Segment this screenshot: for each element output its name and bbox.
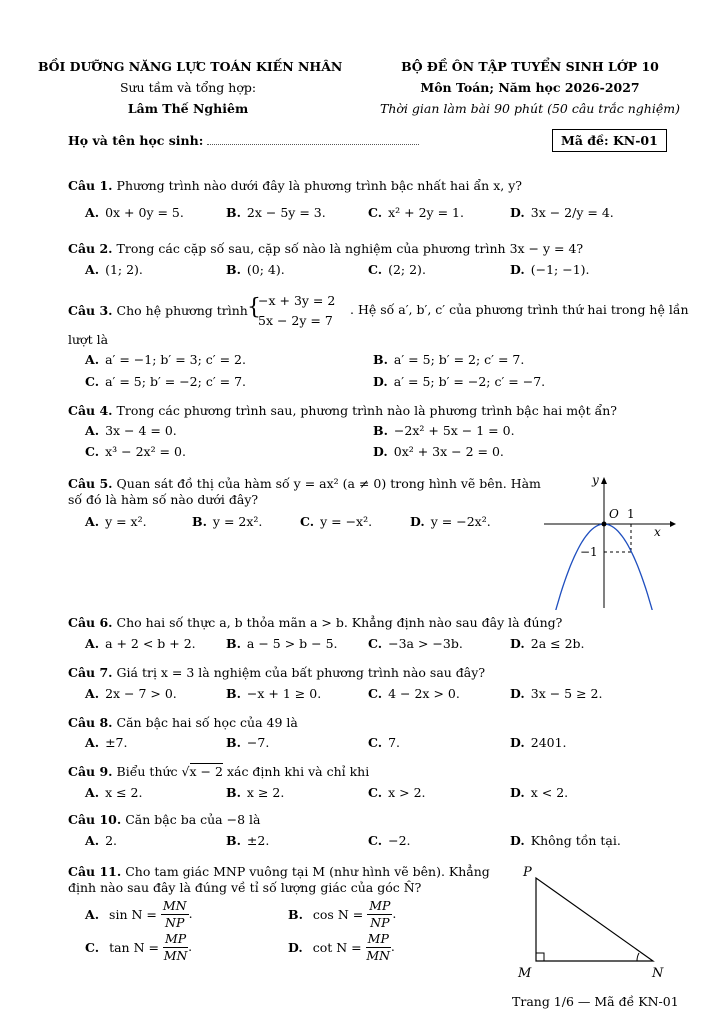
answer-option[interactable]: C. x > 2.: [368, 785, 426, 800]
answer-option[interactable]: B. x ≥ 2.: [226, 785, 285, 800]
question-text: Cho hai số thực a, b thỏa mãn a > b. Khẳng định nào sau đây là đúng?: [116, 615, 563, 630]
question-1: [68, 177, 522, 195]
system-brace: {: [247, 295, 261, 320]
vertex-m-label: M: [518, 966, 532, 981]
x-axis-arrow: [670, 521, 676, 527]
answer-option[interactable]: C. tan N = $\frac{MP}{MN}$ .: [85, 931, 193, 963]
answer-option[interactable]: D. y = −2x².: [410, 514, 491, 529]
question-4: [68, 402, 617, 420]
question-label: Câu 4.: [68, 403, 113, 418]
answer-option[interactable]: B. 2x − 5y = 3.: [226, 205, 326, 220]
question-11: [68, 863, 490, 881]
question-text-cont: . Hệ số a′, b′, c′ của phương trình thứ hai trong hệ lần: [350, 302, 689, 317]
page-footer: Trang 1/6 — Mã đề KN-01: [512, 994, 679, 1009]
answer-option[interactable]: A. 2x − 7 > 0.: [85, 686, 177, 701]
question-text: Căn bậc ba của −8 là: [125, 812, 261, 827]
answer-option[interactable]: A. a + 2 < b + 2.: [85, 636, 196, 651]
student-name-label: Họ và tên học sinh:: [68, 133, 204, 148]
x-tick-label: 1: [627, 507, 635, 521]
answer-option[interactable]: C. x³ − 2x² = 0.: [85, 444, 186, 459]
answer-option[interactable]: D. a′ = 5; b′ = −2; c′ = −7.: [373, 374, 546, 389]
question-label: Câu 6.: [68, 615, 113, 630]
student-name-row: [68, 133, 419, 148]
question-label: Câu 1.: [68, 178, 113, 193]
question-3: [68, 302, 248, 320]
answer-option[interactable]: C. y = −x².: [300, 514, 373, 529]
student-name-field[interactable]: [207, 144, 419, 145]
answer-option[interactable]: D. Không tồn tại.: [510, 833, 621, 848]
answer-option[interactable]: A. 2.: [85, 833, 117, 848]
answer-option[interactable]: A. x ≤ 2.: [85, 785, 143, 800]
question-label: Câu 10.: [68, 812, 122, 827]
angle-n-mark: [637, 953, 639, 961]
answer-option[interactable]: C. −3a > −3b.: [368, 636, 463, 651]
answer-option[interactable]: B. −2x² + 5x − 1 = 0.: [373, 423, 515, 438]
question-text: Trong các phương trình sau, phương trình nào là phương trình bậc hai một ẩn?: [116, 403, 617, 418]
question-text-cont: số đó là hàm số nào dưới đây?: [68, 492, 259, 507]
answer-option[interactable]: C. 4 − 2x > 0.: [368, 686, 460, 701]
question-text-cont: xác định khi và chỉ khi: [226, 764, 370, 779]
question-text: Phương trình nào dưới đây là phương trình bậc nhất hai ẩn x, y?: [116, 178, 522, 193]
header-left: [38, 56, 343, 119]
right-angle-mark: [536, 953, 544, 961]
answer-option[interactable]: B. a − 5 > b − 5.: [226, 636, 338, 651]
y-axis-label: y: [592, 473, 599, 487]
y-tick-label: −1: [580, 545, 598, 559]
answer-option[interactable]: A. 0x + 0y = 5.: [85, 205, 184, 220]
question-label: Câu 9.: [68, 764, 113, 779]
question-text: Cho hệ phương trình: [116, 303, 248, 318]
question-text: Giá trị x = 3 là nghiệm của bất phương trình nào sau đây?: [116, 665, 486, 680]
collected-by-label: Sưu tầm và tổng hợp:: [119, 80, 257, 95]
answer-option[interactable]: C. −2.: [368, 833, 411, 848]
radicand: x − 2: [189, 764, 223, 779]
question-text: Quan sát đồ thị của hàm số y = ax² (a ≠ 0) trong hình vẽ bên. Hàm: [116, 476, 541, 491]
exam-title: BỘ ĐỀ ÔN TẬP TUYỂN SINH LỚP 10: [401, 59, 659, 74]
answer-option[interactable]: D. 3x − 5 ≥ 2.: [510, 686, 603, 701]
question-8: [68, 714, 298, 732]
answer-option[interactable]: D. 2401.: [510, 735, 567, 750]
parabola-graph: [540, 470, 680, 610]
vertex-point: [602, 522, 607, 527]
answer-option[interactable]: B. a′ = 5; b′ = 2; c′ = 7.: [373, 352, 525, 367]
question-6: [68, 614, 562, 632]
vertex-p-label: P: [523, 865, 532, 880]
answer-option[interactable]: A. (1; 2).: [85, 262, 143, 277]
question-7: [68, 664, 485, 682]
answer-option[interactable]: B. (0; 4).: [226, 262, 285, 277]
question-text-cont: lượt là: [68, 332, 109, 347]
question-text: Căn bậc hai số học của 49 là: [116, 715, 298, 730]
answer-option[interactable]: D. 3x − 2/y = 4.: [510, 205, 614, 220]
answer-option[interactable]: B. −x + 1 ≥ 0.: [226, 686, 322, 701]
answer-option[interactable]: A. sin N = $\frac{MN}{NP}$ .: [85, 898, 193, 930]
answer-option[interactable]: B. −7.: [226, 735, 270, 750]
answer-option[interactable]: D. 2a ≤ 2b.: [510, 636, 585, 651]
x-axis-label: x: [654, 525, 661, 539]
question-text: Biểu thức: [116, 764, 178, 779]
time-limit: Thời gian làm bài 90 phút (50 câu trắc nghiệm): [380, 101, 680, 116]
author-name: Lâm Thế Nghiêm: [127, 101, 249, 116]
question-text: Cho tam giác MNP vuông tại M (như hình vẽ bên). Khẳng: [125, 864, 490, 879]
answer-option[interactable]: D. x < 2.: [510, 785, 569, 800]
question-label: Câu 8.: [68, 715, 113, 730]
question-2: [68, 240, 583, 258]
answer-option[interactable]: C. a′ = 5; b′ = −2; c′ = 7.: [85, 374, 246, 389]
answer-option[interactable]: D. (−1; −1).: [510, 262, 590, 277]
y-axis-arrow: [601, 477, 607, 484]
header-right: [370, 56, 690, 119]
answer-option[interactable]: C. (2; 2).: [368, 262, 426, 277]
question-text: Trong các cặp số sau, cặp số nào là nghiệm của phương trình 3x − y = 4?: [116, 241, 584, 256]
triangle-mnp: [536, 878, 653, 961]
answer-option[interactable]: D. 0x² + 3x − 2 = 0.: [373, 444, 504, 459]
question-label: Câu 11.: [68, 864, 122, 879]
answer-option[interactable]: C. 7.: [368, 735, 401, 750]
triangle-figure: [510, 860, 670, 985]
question-5: [68, 475, 541, 493]
subject-year: Môn Toán; Năm học 2026-2027: [420, 80, 640, 95]
answer-option[interactable]: B. ±2.: [226, 833, 270, 848]
question-label: Câu 2.: [68, 241, 113, 256]
question-label: Câu 3.: [68, 303, 113, 318]
answer-option[interactable]: A. ±7.: [85, 735, 128, 750]
question-label: Câu 5.: [68, 476, 113, 491]
question-text-cont: định nào sau đây là đúng về tỉ số lượng giác của góc N̂?: [68, 880, 422, 895]
answer-option[interactable]: C. x² + 2y = 1.: [368, 205, 464, 220]
answer-option[interactable]: B. y = 2x².: [192, 514, 263, 529]
answer-option[interactable]: A. 3x − 4 = 0.: [85, 423, 177, 438]
question-10: [68, 811, 260, 829]
question-9: [68, 763, 369, 781]
question-label: Câu 7.: [68, 665, 113, 680]
equation-system: −x + 3y = 2 5x − 2y = 7: [258, 293, 336, 328]
sqrt-icon: √: [181, 764, 190, 779]
answer-option[interactable]: D. cot N = $\frac{MP}{MN}$ .: [288, 931, 395, 963]
exam-code-badge: Mã đề: KN-01: [552, 129, 667, 152]
school-title: BỒI DƯỠNG NĂNG LỰC TOÁN KIẾN NHÂN: [38, 59, 343, 74]
vertex-n-label: N: [652, 966, 664, 981]
answer-option[interactable]: A. a′ = −1; b′ = 3; c′ = 2.: [85, 352, 246, 367]
origin-label: O: [609, 507, 619, 521]
answer-option[interactable]: A. y = x².: [85, 514, 147, 529]
answer-option[interactable]: B. cos N = $\frac{MP}{NP}$ .: [288, 898, 397, 930]
